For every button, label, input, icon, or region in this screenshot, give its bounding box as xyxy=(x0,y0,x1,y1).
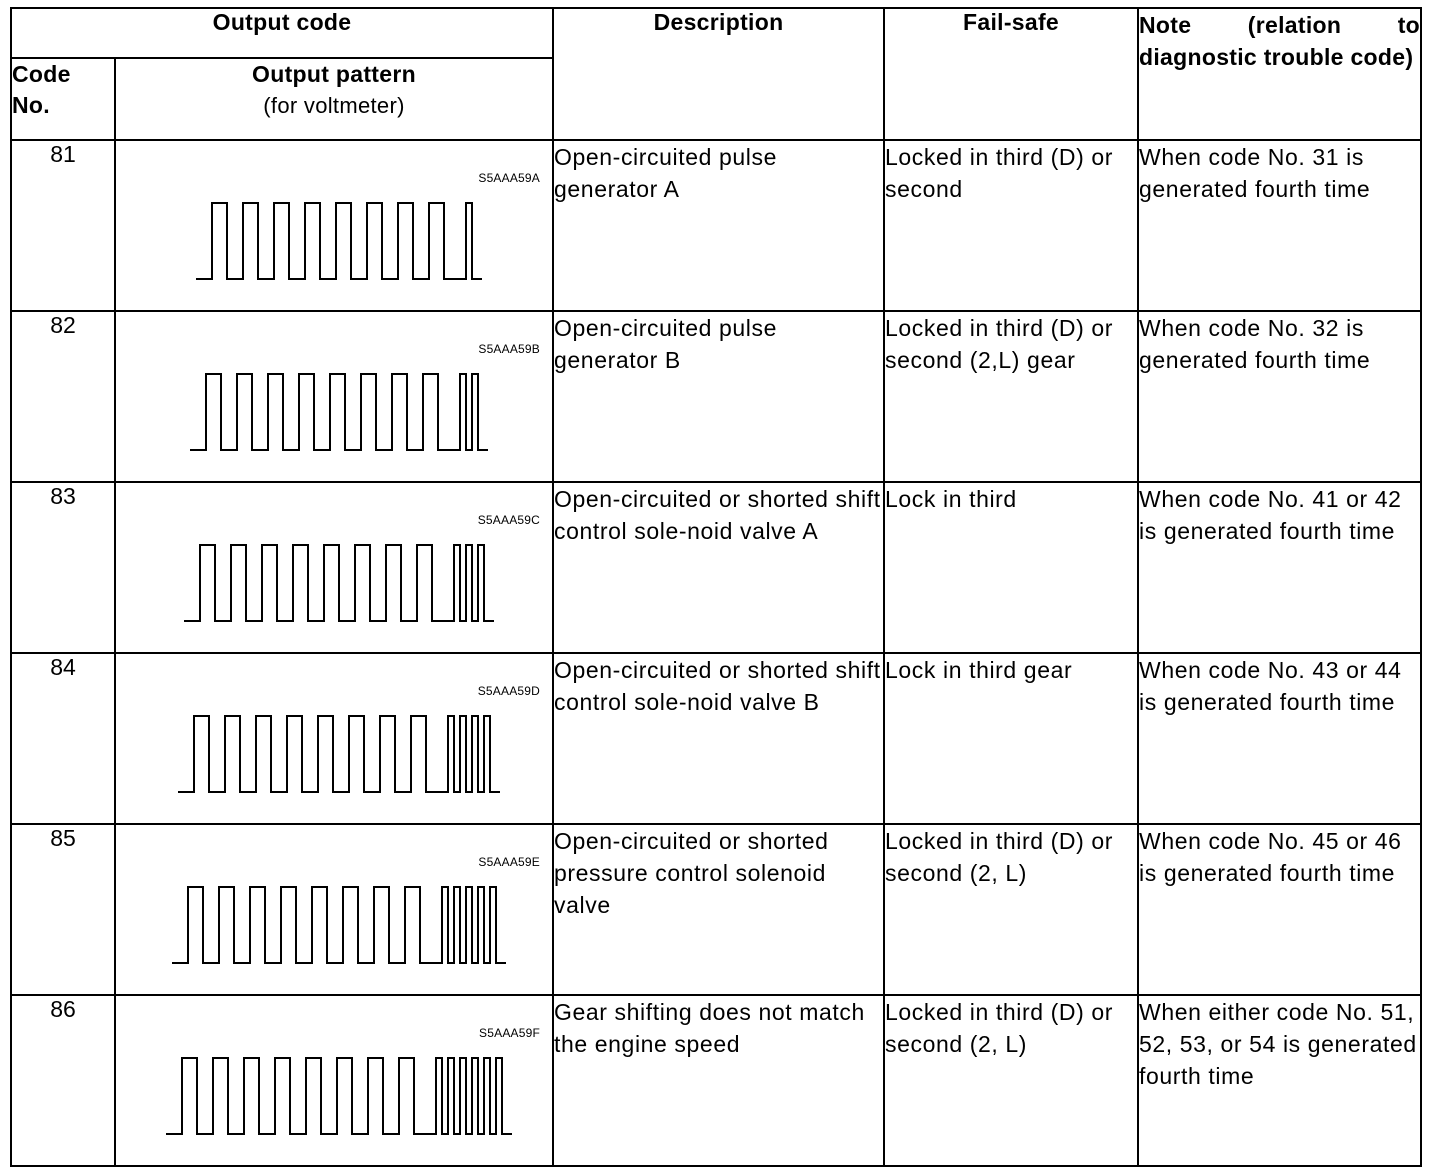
output-pattern-cell xyxy=(115,482,553,653)
pulse-trace xyxy=(172,887,506,963)
figure-id: S5AAA59D xyxy=(477,684,541,698)
header-fail-safe: Fail-safe xyxy=(884,8,1138,140)
output-pattern-waveform xyxy=(116,141,552,310)
diagnostic-code-table xyxy=(10,7,1422,1167)
code-number: 82 xyxy=(11,311,115,482)
note-cell: When code No. 43 or 44 is generated fourth time xyxy=(1138,653,1421,824)
description-cell: Open-circuited pulse generator B xyxy=(553,311,884,482)
header-output-pattern-sub: (for voltmeter) xyxy=(263,93,405,118)
fail-safe-cell: Locked in third (D) or second (2, L) xyxy=(884,995,1138,1166)
table-row xyxy=(11,995,1421,1166)
output-pattern-cell xyxy=(115,824,553,995)
code-number: 86 xyxy=(11,995,115,1166)
description-cell: Open-circuited or shorted shift control sole-noid valve A xyxy=(553,482,884,653)
pulse-trace xyxy=(178,716,500,792)
pulse-trace xyxy=(190,374,488,450)
output-pattern-waveform xyxy=(116,312,552,481)
header-output-pattern-title: Output pattern xyxy=(252,61,416,87)
fail-safe-cell: Lock in third xyxy=(884,482,1138,653)
description-cell: Gear shifting does not match the engine speed xyxy=(553,995,884,1166)
note-cell: When code No. 31 is generated fourth time xyxy=(1138,140,1421,311)
note-cell: When either code No. 51, 52, 53, or 54 is generated fourth time xyxy=(1138,995,1421,1166)
note-cell: When code No. 32 is generated fourth time xyxy=(1138,311,1421,482)
code-number: 84 xyxy=(11,653,115,824)
fail-safe-cell: Locked in third (D) or second xyxy=(884,140,1138,311)
output-pattern-waveform xyxy=(116,654,552,823)
header-description: Description xyxy=(553,8,884,140)
header-output-pattern xyxy=(115,58,553,140)
figure-id: S5AAA59C xyxy=(477,513,541,527)
description-cell: Open-circuited or shorted shift control sole-noid valve B xyxy=(553,653,884,824)
description-cell: Open-circuited or shorted pressure control solenoid valve xyxy=(553,824,884,995)
note-cell: When code No. 41 or 42 is generated fourth time xyxy=(1138,482,1421,653)
output-pattern-waveform xyxy=(116,825,552,994)
code-number: 83 xyxy=(11,482,115,653)
pulse-trace xyxy=(184,545,494,621)
pulse-trace xyxy=(196,203,482,279)
header-code-no: Code No. xyxy=(11,58,115,140)
code-number: 85 xyxy=(11,824,115,995)
header-note: Note (relation to diagnostic trouble code) xyxy=(1138,8,1421,140)
output-pattern-waveform xyxy=(116,996,552,1165)
header-output-code: Output code xyxy=(11,8,553,58)
table-row xyxy=(11,824,1421,995)
code-number: 81 xyxy=(11,140,115,311)
figure-id: S5AAA59F xyxy=(479,1026,541,1040)
output-pattern-cell xyxy=(115,995,553,1166)
table-row xyxy=(11,311,1421,482)
fail-safe-cell: Locked in third (D) or second (2, L) xyxy=(884,824,1138,995)
pulse-trace xyxy=(166,1058,512,1134)
figure-id: S5AAA59A xyxy=(478,171,541,185)
note-cell: When code No. 45 or 46 is generated fourth time xyxy=(1138,824,1421,995)
output-pattern-waveform xyxy=(116,483,552,652)
figure-id: S5AAA59E xyxy=(478,855,541,869)
table-row xyxy=(11,482,1421,653)
table-row xyxy=(11,140,1421,311)
output-pattern-cell xyxy=(115,140,553,311)
table-row xyxy=(11,653,1421,824)
fail-safe-cell: Locked in third (D) or second (2,L) gear xyxy=(884,311,1138,482)
output-pattern-cell xyxy=(115,311,553,482)
figure-id: S5AAA59B xyxy=(478,342,541,356)
output-pattern-cell xyxy=(115,653,553,824)
fail-safe-cell: Lock in third gear xyxy=(884,653,1138,824)
description-cell: Open-circuited pulse generator A xyxy=(553,140,884,311)
